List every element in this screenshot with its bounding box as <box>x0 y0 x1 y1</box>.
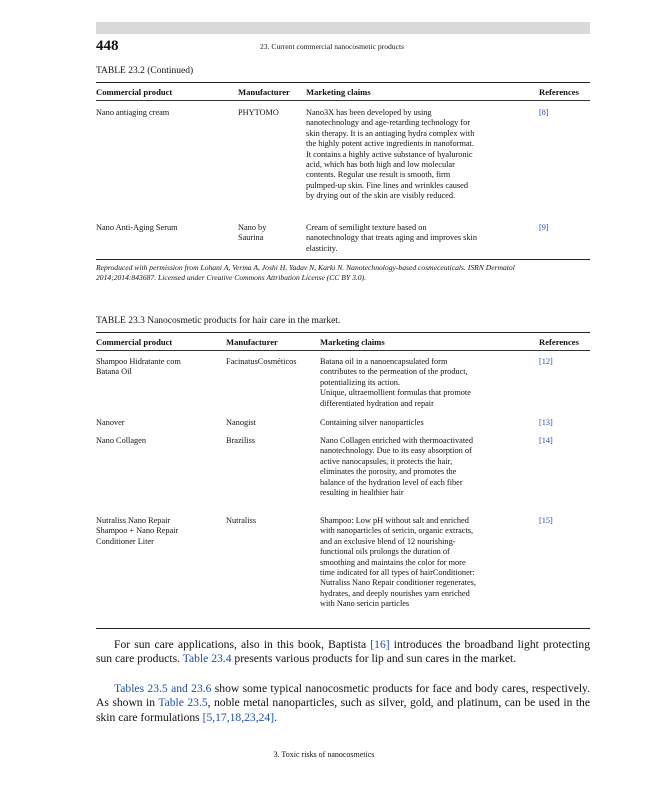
table1-header-claims: Marketing claims <box>306 87 371 97</box>
claims-line: potentializing its action. <box>320 377 400 387</box>
table1-top-rule <box>96 82 590 83</box>
table2-header-references: References <box>539 337 579 347</box>
table2-row1-manufacturer: FacinatusCosméticos <box>226 357 297 366</box>
claims-line: active nanocapsules, it protects the hair, <box>320 456 453 466</box>
page-footer: 3. Toxic risks of nanocosmetics <box>273 750 375 759</box>
claims-line: Nutraliss Nano Repair conditioner regenerates, <box>320 578 476 588</box>
table2-row4-claims <box>320 516 532 610</box>
table2-row4-ref[interactable]: [15] <box>539 516 553 525</box>
table2-row4-product <box>96 516 178 547</box>
claims-line: Batana oil in a nanoencapsulated form <box>320 357 448 366</box>
claims-line: hydrates, and deeply nourishes yarn enriched <box>320 588 470 598</box>
table2-header-rule <box>96 350 590 351</box>
table2-row2-ref[interactable]: [13] <box>539 418 553 427</box>
claims-line: elasticity. <box>306 243 338 253</box>
table1-bottom-rule <box>96 259 590 260</box>
table2-header-manufacturer: Manufacturer <box>226 337 278 347</box>
claims-line: It contains a highly active substance of hyaluronic <box>306 149 473 159</box>
claims-line: resulting in healthier hair <box>320 488 404 498</box>
table2-row2-product: Nanover <box>96 418 125 427</box>
table2-header-product: Commercial product <box>96 337 173 347</box>
table1-row2-ref[interactable]: [9] <box>539 223 549 232</box>
table2-row3-ref[interactable]: [14] <box>539 436 553 445</box>
note-line: 2014;2014:843687. Licensed under Creative Commons Attribution License (CC BY 3.0). <box>96 273 366 282</box>
table1-source-note <box>96 263 590 283</box>
claims-line: Nano Collagen enriched with thermoactivated <box>320 436 473 445</box>
manufacturer-line: Nano by <box>238 223 267 232</box>
claims-line: nanotechnology. Due to its easy absorption of <box>320 446 472 456</box>
text-run: show some typical nanocosmetic products for face and body cares, respectively. As shown in <box>96 682 590 710</box>
table-link[interactable]: Table 23.5 <box>158 696 208 710</box>
product-line: Batana Oil <box>96 367 132 377</box>
table1-row2-manufacturer <box>238 223 266 244</box>
table2-row2-manufacturer: Nanogist <box>226 418 256 427</box>
product-line: Nutraliss Nano Repair <box>96 516 171 525</box>
text-run: For sun care applications, also in this book, Baptista <box>114 638 371 651</box>
claims-line: pulmped-up skin. Fine lines and wrinkles caused <box>306 180 468 190</box>
table1-header-manufacturer: Manufacturer <box>238 87 290 97</box>
table2-row2-claims: Containing silver nanoparticles <box>320 418 424 427</box>
text-run: presents various products for lip and sun cares in the market. <box>231 652 517 666</box>
note-line: Reproduced with permission from Lohani A, Verma A, Joshi H, Yadav N, Karki N. Nanotechnology-based cosmeceuticals. ISRN Dermatol <box>96 263 515 272</box>
table1-row1-claims <box>306 108 531 202</box>
table1-row1-product: Nano antiaging cream <box>96 108 170 117</box>
table2-top-rule <box>96 332 590 333</box>
product-line: Shampoo Hidratante com <box>96 357 181 366</box>
claims-line: time indicated for all types of hairConditioner: <box>320 568 475 578</box>
table1-row1-ref[interactable]: [8] <box>539 108 549 117</box>
table1-row1-manufacturer: PHYTOMO <box>238 108 279 117</box>
claims-line: differentiated hydration and repair <box>320 398 434 408</box>
claims-line: functional oils prolongs the duration of <box>320 547 450 557</box>
claims-line: and an exclusive blend of 12 nourishing- <box>320 536 456 546</box>
claims-line: nanotechnology and age-retarding technology for <box>306 118 471 128</box>
table-link[interactable]: Tables 23.5 and 23.6 <box>114 682 212 695</box>
table2-row1-ref[interactable]: [12] <box>539 357 553 366</box>
table-link[interactable]: Table 23.4 <box>182 652 232 666</box>
table2-row1-product <box>96 357 181 378</box>
table2-caption: TABLE 23.3 Nanocosmetic products for hair care in the market. <box>96 316 341 326</box>
claims-line: by drying out of the skin are visibly reduced. <box>306 191 456 201</box>
table2-bottom-rule <box>96 628 590 629</box>
table1-header-rule <box>96 100 590 101</box>
claims-line: smoothing and maintains the color for more <box>320 557 466 567</box>
table1-row2-claims <box>306 223 531 254</box>
claims-line: with nanoparticles of sericin, organic extracts, <box>320 526 474 536</box>
table1-header-product: Commercial product <box>96 87 173 97</box>
claims-line: Nano3X has been developed by using <box>306 108 432 117</box>
table2-row3-claims <box>320 436 532 498</box>
claims-line: nanotechnology that treats aging and improves skin <box>306 233 477 243</box>
claims-line: contributes to the permeation of the product, <box>320 367 468 377</box>
body-paragraph-2 <box>96 682 590 725</box>
claims-line: contents. Regular use result is smooth, firm <box>306 170 451 180</box>
text-run: introduces the broadband light protecting sun care products. <box>96 638 590 666</box>
citation-link[interactable]: [16] <box>370 638 390 651</box>
header-bar <box>96 22 590 34</box>
claims-line: Unique, ultraemollient formulas that promote <box>320 388 471 398</box>
claims-line: eliminates the porosity, and promotes the <box>320 467 457 477</box>
citation-link[interactable]: [5,17,18,23,24] <box>202 710 275 724</box>
claims-line: skin therapy. It is an antiaging hydra complex with <box>306 128 475 138</box>
table2-row3-manufacturer: Braziliss <box>226 436 256 445</box>
claims-line: balance of the hydration level of each fiber <box>320 477 463 487</box>
product-line: Conditioner Liter <box>96 536 154 546</box>
table2-header-claims: Marketing claims <box>320 337 385 347</box>
table1-caption: TABLE 23.2 (Continued) <box>96 66 194 76</box>
manufacturer-line: Saurina <box>238 233 264 243</box>
claims-line: Cream of semilight texture based on <box>306 223 427 232</box>
product-line: Shampoo + Nano Repair <box>96 526 179 536</box>
text-run: . <box>274 710 277 724</box>
text-run: , noble metal nanoparticles, such as silver, gold, and platinum, can be used in the skin care formulations <box>96 696 590 724</box>
table2-row3-product: Nano Collagen <box>96 436 147 445</box>
running-head: 23. Current commercial nanocosmetic products <box>260 42 405 51</box>
claims-line: acid, which has both high and low molecular <box>306 160 455 170</box>
body-paragraph-1 <box>96 638 590 667</box>
claims-line: with Nano sericin particles <box>320 599 410 609</box>
page-number: 448 <box>96 38 119 54</box>
table1-header-references: References <box>539 87 579 97</box>
table2-row4-manufacturer: Nutraliss <box>226 516 256 525</box>
claims-line: Shampoo: Low pH without salt and enriched <box>320 516 469 525</box>
table1-row2-product: Nano Anti-Aging Serum <box>96 223 178 232</box>
table2-row1-claims <box>320 357 532 409</box>
claims-line: the highly potent active ingredients in nanoformat. <box>306 139 474 149</box>
